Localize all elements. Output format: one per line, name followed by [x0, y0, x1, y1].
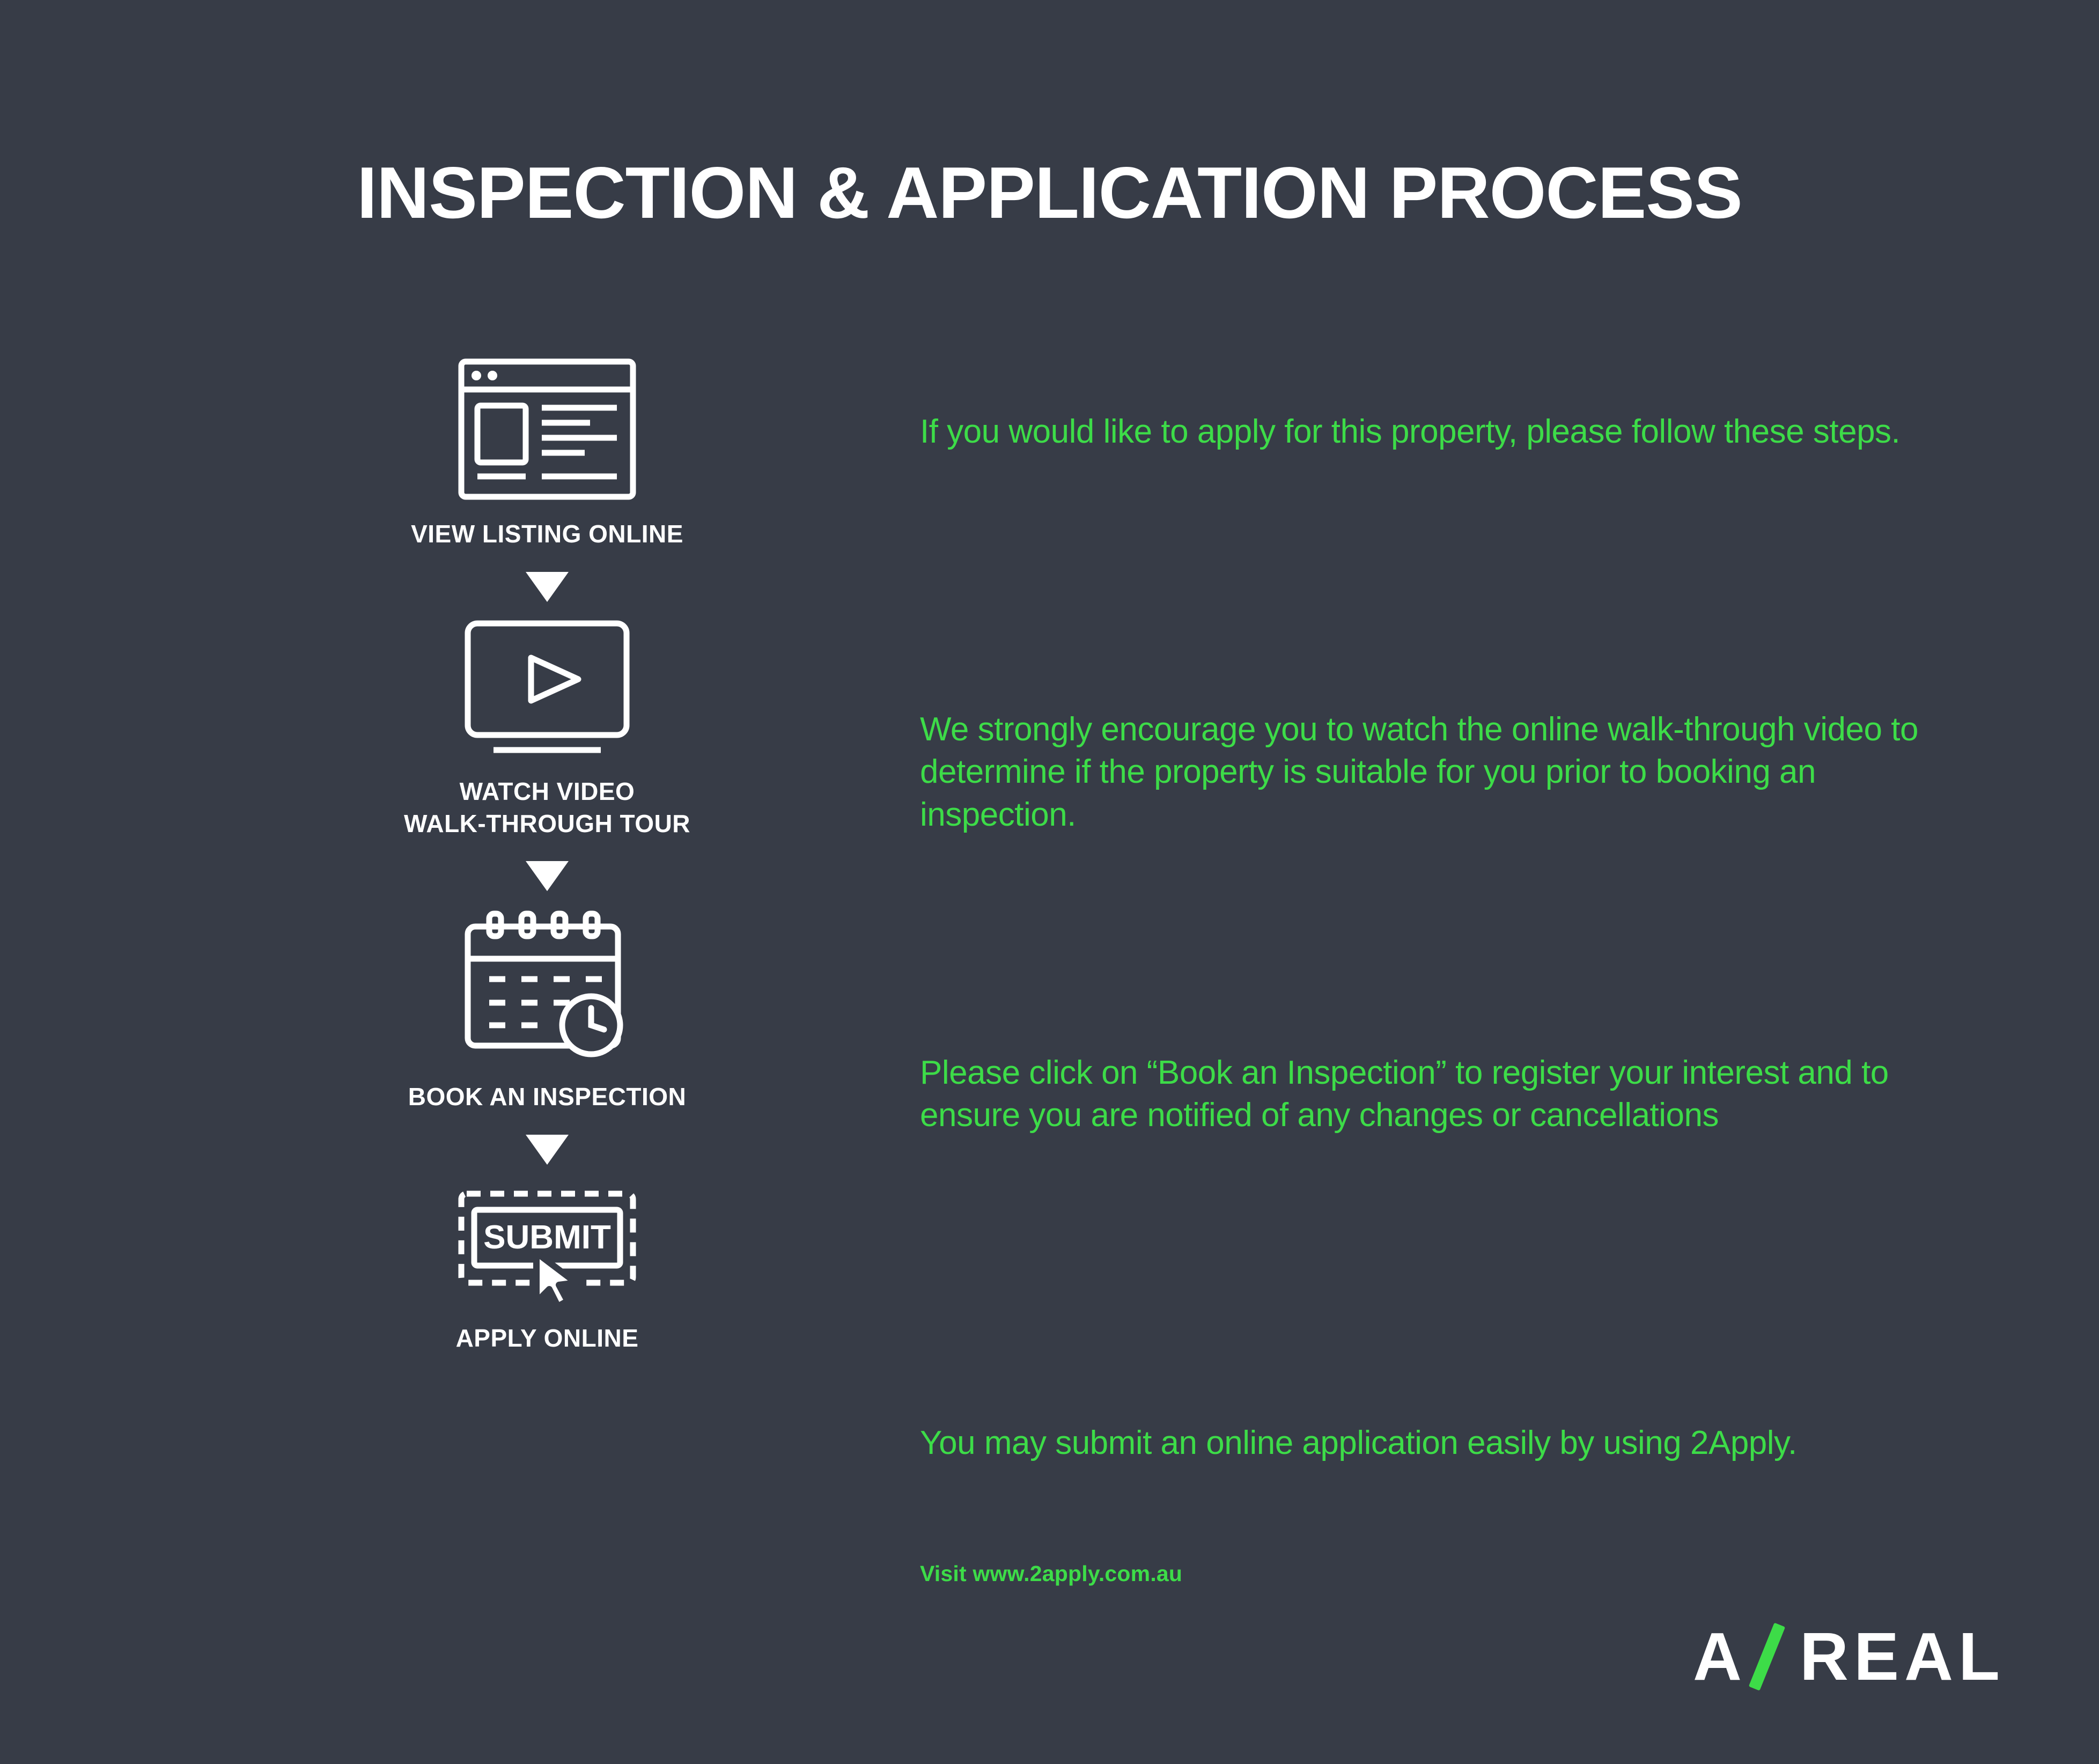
- listing-window-icon: [375, 354, 719, 504]
- visit-link[interactable]: Visit www.2apply.com.au: [920, 1561, 1183, 1586]
- step-label-line2: WALK-THROUGH TOUR: [403, 809, 691, 837]
- step-label-line1: WATCH VIDEO: [459, 777, 635, 805]
- logo-word-real: REAL: [1800, 1619, 2005, 1694]
- step-book-inspection: [375, 906, 719, 1113]
- triangle-down-icon: [375, 572, 719, 602]
- logo-slash-icon: [1745, 1625, 1796, 1689]
- logo-letter-a: A: [1693, 1619, 1742, 1694]
- step-label: BOOK AN INSPECTION: [408, 1083, 687, 1111]
- triangle-down-icon: [375, 861, 719, 891]
- step-description-1: If you would like to apply for this property, please follow these steps.: [920, 413, 1901, 450]
- step-description-3: Please click on “Book an Inspection” to register your interest and to ensure you are notified of any changes or cancellations: [920, 1054, 1889, 1134]
- submit-icon-text: SUBMIT: [483, 1219, 611, 1256]
- step-apply-online: [375, 1180, 719, 1355]
- brand-logo: [1693, 1619, 2005, 1694]
- step-label: VIEW LISTING ONLINE: [411, 520, 683, 548]
- step-watch-video: [375, 617, 719, 840]
- step-description-4: You may submit an online application easily by using 2Apply.: [920, 1424, 1797, 1461]
- submit-button-cursor-icon: [375, 1180, 719, 1309]
- video-play-icon: [375, 617, 719, 762]
- triangle-down-icon: [375, 1135, 719, 1165]
- page-title: INSPECTION & APPLICATION PROCESS: [357, 152, 1742, 233]
- step-label: APPLY ONLINE: [455, 1324, 639, 1353]
- calendar-clock-icon: [375, 906, 719, 1067]
- step-description-2: We strongly encourage you to watch the online walk-through video to determine if the property is suitable for you prior to booking an inspection.: [920, 711, 1918, 833]
- step-view-listing-online: [375, 354, 719, 550]
- process-flow: [375, 354, 719, 1355]
